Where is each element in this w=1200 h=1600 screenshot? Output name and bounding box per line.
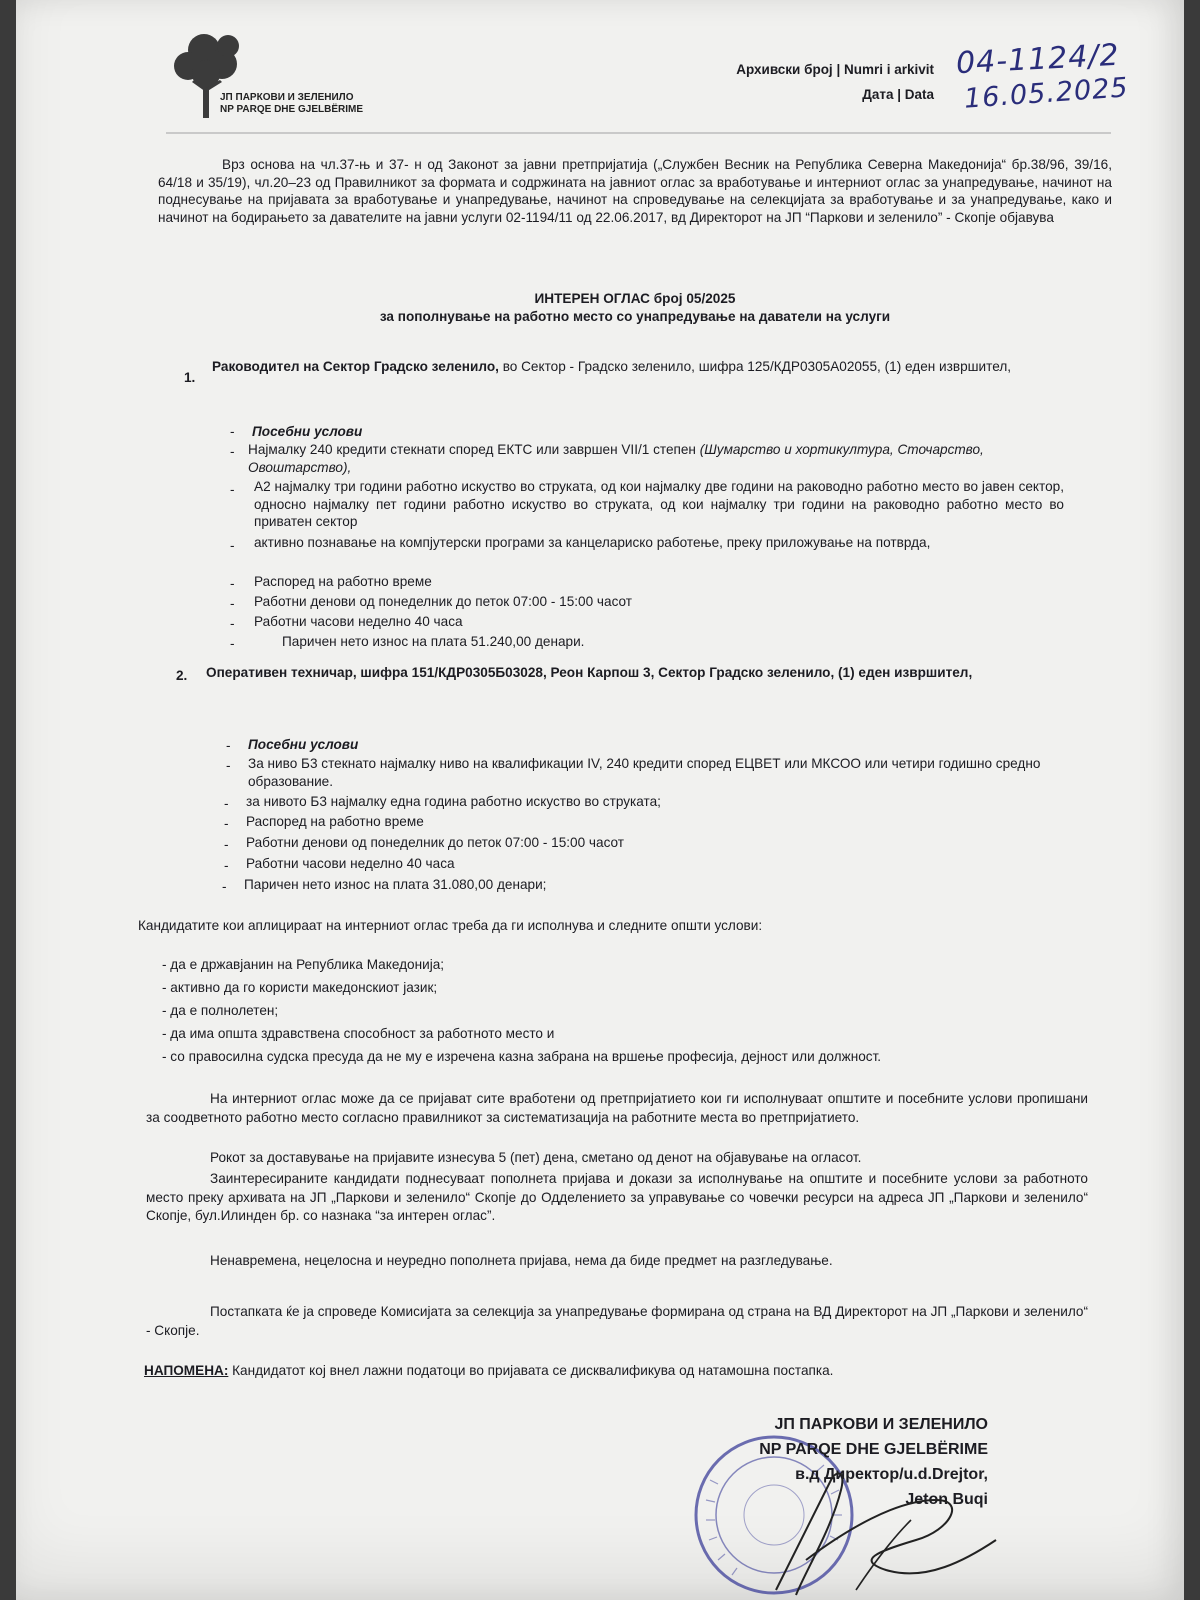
condition-item: Работни денови од понеделник до петок 07:00 - 15:00 часот <box>246 835 625 850</box>
deadline-paragraph: Рокот за доставување на пријавите изнесува 5 (пет) дена, сметано од денот на објавување на огласот. <box>210 1150 862 1165</box>
dash: - <box>230 482 235 497</box>
logo-line-1: ЈП ПАРКОВИ И ЗЕЛЕНИЛО <box>220 92 354 103</box>
logo-line-2: NP PARQE DHE GJELBËRIME <box>220 104 363 115</box>
dash: - <box>230 424 235 439</box>
logo-text <box>220 92 363 116</box>
handwritten-signature-icon <box>736 1440 1036 1600</box>
condition-item: Паричен нето износ на плата 31.080,00 денари; <box>244 877 547 892</box>
date-label: Дата | Data <box>862 87 934 102</box>
condition-item: Паричен нето износ на плата 51.240,00 денари. <box>282 634 585 649</box>
dash: - <box>226 738 231 753</box>
special-conditions-label: Посебни услови <box>248 737 359 752</box>
condition-item: А2 најмалку три години работно искуство во струката, од кои најмалку две години на раководно работно место во јавен сектор, односно најмалку пет години работно искуство во струката, од кои најмалку три години на раководно работно место во приватен сектор <box>254 479 1064 529</box>
dash: - <box>222 879 227 894</box>
special-conditions-label: Посебни услови <box>252 424 363 439</box>
archive-label: Архивски број | Numri i arkivit <box>736 62 934 77</box>
announcement-subtitle: за пополнување на работно место со унапредување на даватели на услуги <box>379 309 891 324</box>
position-title <box>212 358 1064 376</box>
header-divider <box>166 132 1111 134</box>
signature-name: Jeton Buqi <box>905 1491 988 1508</box>
dash: - <box>224 816 229 831</box>
dash: - <box>224 796 229 811</box>
position-number: 2. <box>176 668 188 683</box>
dash: - <box>230 444 235 459</box>
general-item: - со правосилна судска пресуда да не му е изречена казна забрана на вршење професија, дејност или должност. <box>162 1049 882 1064</box>
document-page <box>16 0 1184 1600</box>
rejection-paragraph: Ненавремена, нецелосна и неуредно пополнета пријава, нема да биде предмет на разгледување. <box>210 1253 833 1268</box>
note <box>144 1362 1112 1380</box>
condition-item: Работни денови од понеделник до петок 07:00 - 15:00 часот <box>254 594 633 609</box>
position-title-rest: во Сектор - Градско зеленило, шифра 125/КДР0305А02055, (1) еден извршител, <box>498 359 1012 374</box>
condition-item <box>248 441 1064 476</box>
dash: - <box>230 576 235 591</box>
position-number: 1. <box>184 370 196 385</box>
condition-item: за нивото Б3 најмалку една година работно искуство во струката; <box>246 794 661 809</box>
general-item: - да е државјанин на Република Македонија; <box>162 957 445 972</box>
condition-italic-text: (Шумарство и хортикултура, Сточарство, Овоштарство), <box>248 442 984 475</box>
dash: - <box>230 616 235 631</box>
condition-item: За ниво Б3 стекнато најмалку ниво на квалификации IV, 240 кредити според ЕЦВЕТ или МКСОО или четири годишно средно образование. <box>248 756 1041 789</box>
dash: - <box>230 596 235 611</box>
dash: - <box>230 538 235 553</box>
dash: - <box>230 636 235 651</box>
position-title-bold: Раководител на Сектор Градско зеленило, <box>212 359 499 374</box>
note-text: Кандидатот кој внел лажни податоци во пријавата се дисквалификува од натамошна постапка. <box>228 1363 834 1378</box>
committee-paragraph: Постапката ќе ја спроведе Комисијата за селекција за унапредување формирана од страна на ВД Директорот на ЈП „Паркови и зеленило“ - Скопје. <box>146 1304 1088 1338</box>
dash: - <box>224 858 229 873</box>
condition-item: активно познавање на компјутерски програми за канцелариско работење, преку приложување на потврда, <box>254 535 931 550</box>
general-conditions-intro: Кандидатите кои аплицираат на интерниот оглас треба да ги исполнува и следните општи услови: <box>138 918 763 933</box>
position-title: Оперативен техничар, шифра 151/КДР0305Б03028, Реон Карпош 3, Сектор Градско зеленило, (1) еден извршител, <box>206 665 973 680</box>
intro-paragraph: Врз основа на чл.37-њ и 37- н од Законот за јавни претпријатија („Службен Весник на Република Северна Македонија“ бр.38/96, 39/16, 64/18 и 35/19), чл.20–23 од Правилникот за формата и содржината на јавниот оглас за вработување и интерниот оглас за унапредување, начинот на поднесување на пријавата за вработување и унапредување, начинот на спроведување на селекцијата за вработување и за унапредување, како и начинот на бодирањето за давателите на јавни услуги 02-1194/11 од 22.06.2017, вд Директорот на ЈП “Паркови и зеленило” - Скопје објавува <box>158 157 1112 225</box>
general-item: - активно да го користи македонскиот јазик; <box>162 980 438 995</box>
condition-item: Работни часови неделно 40 часа <box>246 856 455 871</box>
general-item: - да има општа здравствена способност за работното место и <box>162 1026 555 1041</box>
condition-item: Распоред на работно време <box>254 574 432 589</box>
signature-role: в.д Директор/u.d.Drejtor, <box>795 1466 988 1483</box>
announcement-title: ИНТЕРЕН ОГЛАС број 05/2025 <box>534 291 736 306</box>
general-item: - да е полнолетен; <box>162 1003 279 1018</box>
signature-org-mk: ЈП ПАРКОВИ И ЗЕЛЕНИЛО <box>774 1416 988 1433</box>
submission-paragraph: Заинтересираните кандидати поднесуваат пополнета пријава и докази за исполнување на општите и посебните услови за работното место преку архивата на ЈП „Паркови и зеленило“ Скопје до Одделението за управување со човечки ресурси на адреса ЈП „Паркови и зеленило“ Скопје, бул.Илинден бр. со назнака “за интерен оглас”. <box>146 1171 1088 1223</box>
condition-item: Работни часови неделно 40 часа <box>254 614 463 629</box>
condition-item: Распоред на работно време <box>246 814 424 829</box>
date-handwritten: 16.05.2025 <box>963 72 1130 115</box>
condition-text: Најмалку 240 кредити стекнати според ЕКТС или завршен VII/1 степен <box>248 442 696 457</box>
note-label: НАПОМЕНА: <box>144 1363 229 1378</box>
dash: - <box>224 837 229 852</box>
archive-number-handwritten: 04-1124/2 <box>955 37 1121 82</box>
dash: - <box>226 758 231 773</box>
signature-org-al: NP PARQE DHE GJELBËRIME <box>759 1441 988 1458</box>
eligibility-paragraph: На интерниот оглас може да се пријават сите вработени од претпријатието кои ги исполнуваат општите и посебните услови пропишани за соодветното работно место согласно правилникот за систематизација на работните места во претпријатието. <box>146 1091 1088 1125</box>
